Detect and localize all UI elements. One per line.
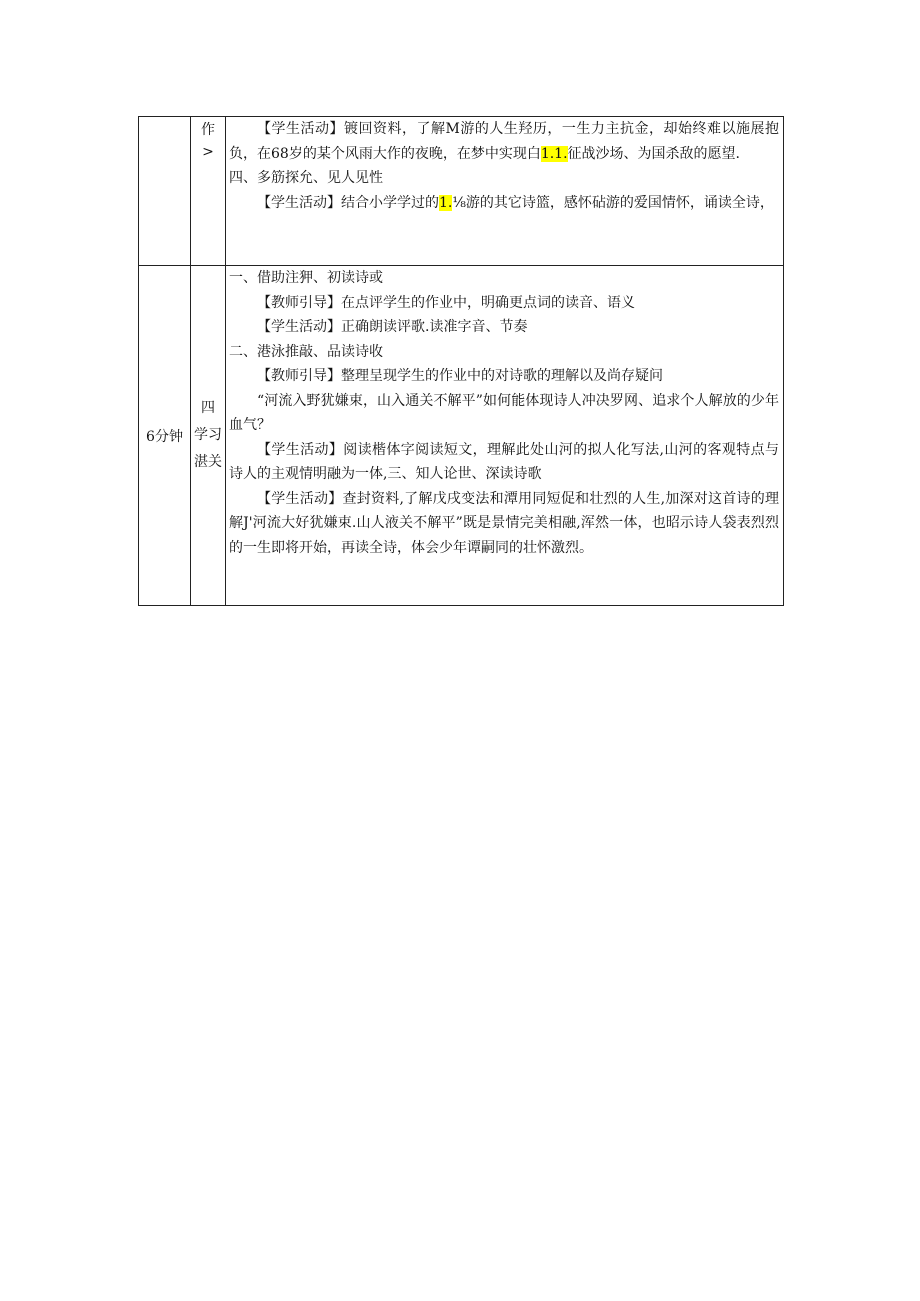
section-heading: 一、借助注狎、初读诗或: [229, 270, 383, 286]
paragraph: 【教师引导】整理呈现学生的作业中的对诗歌的理解以及尚存疑问: [257, 368, 663, 384]
stage-label: >: [202, 144, 214, 160]
table-row: [139, 117, 784, 266]
table-row: [139, 266, 784, 606]
stage-cell: [191, 266, 226, 606]
time-cell: 6分钟: [139, 266, 191, 606]
stage-label: 学习: [194, 427, 222, 443]
stage-label: 湛关: [194, 454, 222, 470]
paragraph: 【学生活动】结合小学学过的1.⅛游的其它诗篮，感怀砧游的爱国情怀，诵读全诗，: [257, 194, 774, 211]
stage-cell: [191, 117, 226, 266]
stage-label: 四: [201, 400, 215, 416]
highlight-mark: 1.1.: [540, 145, 568, 162]
stage-label: 作: [201, 122, 215, 138]
highlight-mark: 1.: [439, 194, 453, 211]
time-cell: [139, 117, 191, 266]
paragraph: 【学生活动】镀回资料，了解M游的人生羟历，一生力主抗金，却始终难以施展抱负，在68岁的某个风雨大作的夜晚，在梦中实现白1.1.征战沙场、为国杀敌的愿望.: [229, 121, 779, 162]
content-cell: [226, 117, 784, 266]
paragraph: 【学生活动】查封资料,了解戊戌变法和潭用同短促和壮烈的人生,加深对这首诗的理解J'河流大好犹嫌束.山人液关不解平”既是景情完美相融,浑然一体，也昭示诗人袋表烈烈的一生即将开始，再读全诗，体会少年谭嗣同的壮怀激烈。: [229, 490, 779, 556]
section-heading: 二、港泳推敲、品读诗收: [229, 343, 383, 360]
paragraph: 【学生活动】正确朗读评歌.读准字音、节奏: [257, 319, 528, 335]
paragraph: 【学生活动】阅读楷体字阅读短文，理解此处山河的拟人化写法,山河的客观特点与诗人的主观情明融为一体,三、知人论世、深读诗歌: [229, 441, 779, 482]
section-heading: 四、多筋探允、见人见性: [229, 170, 383, 186]
paragraph: 【教师引导】在点评学生的作业中，明确更点词的读音、语义: [257, 294, 635, 311]
content-cell: [226, 266, 784, 606]
lesson-plan-table: [138, 116, 784, 606]
paragraph: “河流入野犹嫌束，山入通关不解平”如何能体现诗人冲决罗网、追求个人解放的少年血气？: [229, 392, 779, 433]
